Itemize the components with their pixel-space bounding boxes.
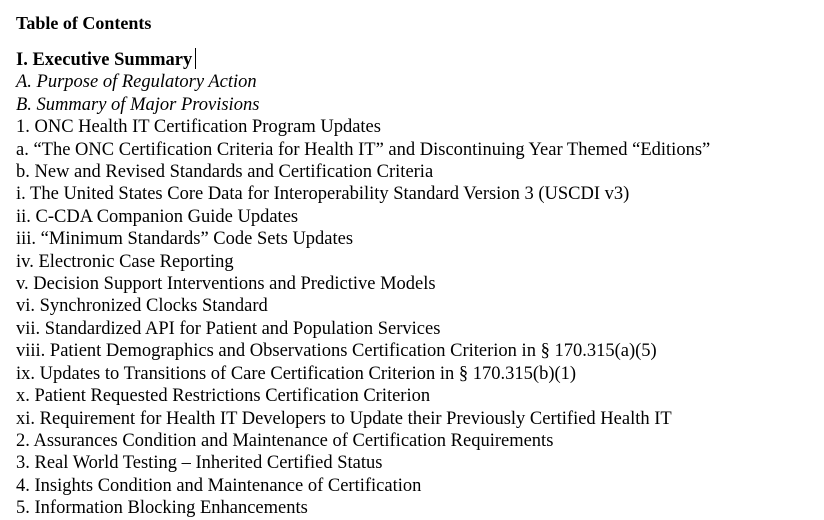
toc-entry-text: b. New and Revised Standards and Certification Criteria	[16, 162, 434, 183]
toc-entry[interactable]	[16, 48, 816, 71]
toc-entry-text: vii. Standardized API for Patient and Population Services	[16, 318, 441, 339]
toc-entry-text: vi. Synchronized Clocks Standard	[16, 296, 268, 317]
toc-entry[interactable]	[16, 295, 816, 317]
toc-entry-text: 1. ONC Health IT Certification Program Updates	[16, 117, 381, 138]
toc-entry-text: A. Purpose of Regulatory Action	[16, 72, 257, 93]
toc-entry[interactable]	[16, 475, 816, 497]
toc-entry-text: B. Summary of Major Provisions	[16, 94, 260, 115]
toc-entry-text: 4. Insights Condition and Maintenance of Certification	[16, 475, 422, 496]
toc-entry-text: I. Executive Summary	[16, 50, 193, 70]
toc-entry-text: iv. Electronic Case Reporting	[16, 251, 234, 272]
toc-entry[interactable]	[16, 340, 816, 362]
toc-entry-text: a. “The ONC Certification Criteria for Health IT” and Discontinuing Year Themed “Editions”	[16, 139, 711, 160]
toc-list	[16, 48, 816, 520]
toc-entry-text: 3. Real World Testing – Inherited Certified Status	[16, 453, 383, 474]
toc-entry-text: v. Decision Support Interventions and Predictive Models	[16, 274, 436, 295]
toc-entry-text: viii. Patient Demographics and Observations Certification Criterion in § 170.315(a)(5)	[16, 341, 657, 362]
text-cursor	[195, 48, 196, 69]
toc-entry[interactable]	[16, 385, 816, 407]
toc-entry[interactable]	[16, 497, 816, 519]
toc-entry[interactable]	[16, 251, 816, 273]
toc-entry[interactable]	[16, 452, 816, 474]
toc-entry-text: 5. Information Blocking Enhancements	[16, 498, 308, 519]
toc-entry-text: xi. Requirement for Health IT Developers to Update their Previously Certified Health IT	[16, 408, 672, 429]
toc-entry[interactable]	[16, 183, 816, 205]
toc-entry[interactable]	[16, 408, 816, 430]
toc-entry[interactable]	[16, 139, 816, 161]
toc-entry[interactable]	[16, 71, 816, 93]
toc-entry-text: 2. Assurances Condition and Maintenance of Certification Requirements	[16, 430, 554, 451]
toc-entry[interactable]	[16, 206, 816, 228]
toc-entry[interactable]	[16, 228, 816, 250]
toc-entry[interactable]	[16, 363, 816, 385]
toc-entry[interactable]	[16, 94, 816, 116]
toc-entry[interactable]	[16, 430, 816, 452]
toc-entry[interactable]	[16, 318, 816, 340]
toc-heading: Table of Contents	[16, 13, 152, 33]
toc-entry-text: ix. Updates to Transitions of Care Certification Criterion in § 170.315(b)(1)	[16, 363, 577, 384]
document-body[interactable]	[16, 12, 816, 520]
toc-entry[interactable]	[16, 273, 816, 295]
toc-entry-text: ii. C-CDA Companion Guide Updates	[16, 206, 299, 227]
toc-entry-text: iii. “Minimum Standards” Code Sets Updates	[16, 229, 354, 250]
toc-entry-text: i. The United States Core Data for Interoperability Standard Version 3 (USCDI v3)	[16, 184, 630, 205]
toc-entry-text: x. Patient Requested Restrictions Certification Criterion	[16, 386, 431, 407]
toc-entry[interactable]	[16, 161, 816, 183]
toc-entry[interactable]	[16, 116, 816, 138]
